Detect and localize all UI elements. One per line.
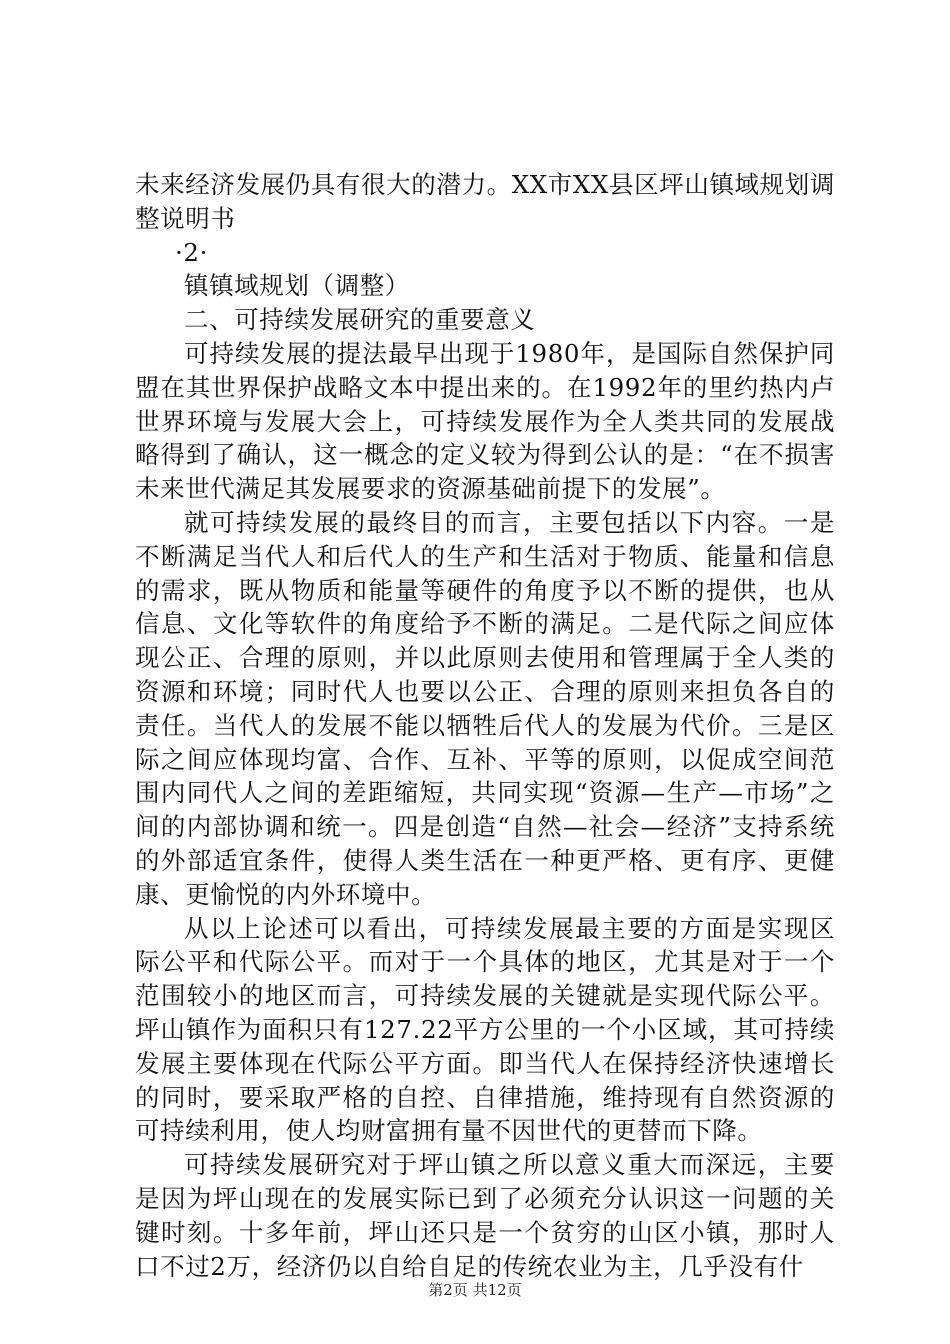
- paragraph: 可持续发展的提法最早出现于1980年，是国际自然保护同盟在其世界保护战略文本中提出来的。在1992年的里约热内卢世界环境与发展大会上，可持续发展作为全人类共同的发展战略得到了确认，这一概念的定义较为得到公认的是：“在不损害未来世代满足其发展要求的资源基础前提下的发展”。: [135, 338, 835, 504]
- paragraph: 可持续发展研究对于坪山镇之所以意义重大而深远，主要是因为坪山现在的发展实际已到了必须充分认识这一问题的关键时刻。十多年前，坪山还只是一个贫穷的山区小镇，那时人口不过2万，经济仍以自给自足的传统农业为主，几乎没有什: [135, 1150, 835, 1281]
- paragraph: 从以上论述可以看出，可持续发展最主要的方面是实现区际公平和代际公平。而对于一个具体的地区，尤其是对于一个范围较小的地区而言，可持续发展的关键就是实现代际公平。坪山镇作为面积只有127.22平方公里的一个小区域，其可持续发展主要体现在代际公平方面。即当代人在保持经济快速增长的同时，要采取严格的自控、自律措施，维持现有自然资源的可持续利用，使人均财富拥有量不因世代的更替而下降。: [135, 913, 835, 1146]
- section-heading: 二、可持续发展研究的重要意义: [184, 305, 536, 335]
- continuation-text: 未来经济发展仍具有很大的潜力。XX市XX县区坪山镇域规划调整说明书: [135, 170, 835, 233]
- document-subtitle: 镇镇域规划（调整）: [184, 271, 410, 301]
- page-body: [135, 168, 835, 1283]
- page-mark: ·2·: [175, 237, 208, 267]
- page-footer: 第2页 共12页: [428, 1281, 522, 1299]
- paragraph: 就可持续发展的最终目的而言，主要包括以下内容。一是不断满足当代人和后代人的生产和生活对于物质、能量和信息的需求，既从物质和能量等硬件的角度予以不断的提供，也从信息、文化等软件的角度给予不断的满足。二是代际之间应体现公正、合理的原则，并以此原则去使用和管理属于全人类的资源和环境；同时代人也要以公正、合理的原则来担负各自的责任。当代人的发展不能以牺牲后代人的发展为代价。三是区际之间应体现均富、合作、互补、平等的原则，以促成空间范围内同代人之间的差距缩短，共同实现“资源—生产—市场”之间的内部协调和统一。四是创造“自然—社会—经济”支持系统的外部适宜条件，使得人类生活在一种更严格、更有序、更健康、更愉悦的内外环境中。: [135, 507, 835, 909]
